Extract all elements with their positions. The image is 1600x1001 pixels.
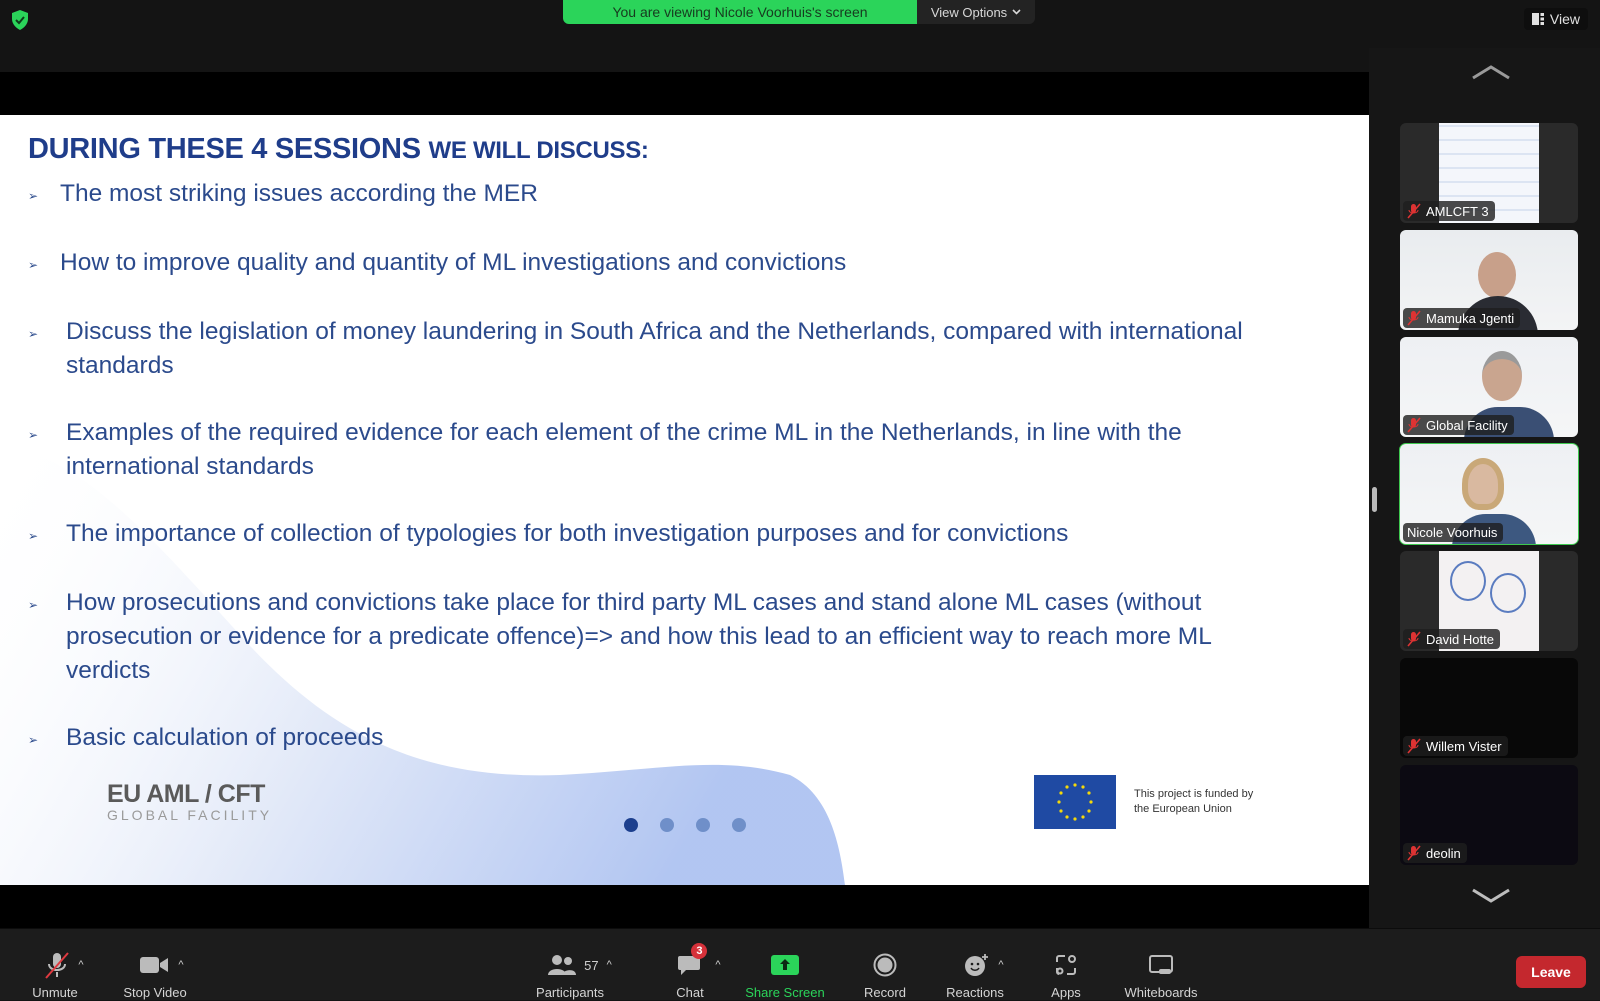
bullet-text: Basic calculation of proceeds <box>66 724 384 751</box>
arrow-bullet-icon: ➢ <box>28 327 39 341</box>
scroll-up-chevron-icon[interactable] <box>1471 64 1511 80</box>
participant-silhouette <box>1478 252 1516 298</box>
participant-name-tag <box>1403 736 1508 756</box>
participant-name-tag <box>1403 523 1503 542</box>
bullet-item <box>28 246 1338 282</box>
whiteboard-icon <box>1149 955 1173 975</box>
chat-unread-badge: 3 <box>691 943 707 959</box>
shield-check-icon[interactable] <box>10 9 30 31</box>
record-icon <box>873 953 897 977</box>
bullet-text: How prosecutions and convictions take place for third party ML cases and stand alone ML cases (without <box>66 589 1202 616</box>
screen-share-banner <box>563 0 1035 24</box>
viewing-banner-text: You are viewing Nicole Voorhuis's screen <box>563 0 917 24</box>
reactions-label: Reactions <box>946 985 1004 1000</box>
video-camera-icon <box>140 955 170 975</box>
whiteboards-label: Whiteboards <box>1124 985 1198 1000</box>
chat-button[interactable] <box>664 929 734 1001</box>
bullet-text: standards <box>66 352 174 379</box>
bullet-item <box>28 586 1338 688</box>
participant-name: deolin <box>1426 845 1461 861</box>
bullet-item <box>28 315 1338 383</box>
presentation-slide <box>0 115 1369 885</box>
bullet-text: prosecution or evidence for a predicate offence)=> and how this lead to an efficient way to reach more ML <box>66 623 1212 650</box>
bullet-item <box>28 416 1338 484</box>
sketch-face <box>1490 573 1526 613</box>
bullet-text: Examples of the required evidence for each element of the crime ML in the Netherlands, in line with the <box>66 419 1182 446</box>
participants-count: 57 <box>584 957 599 973</box>
leave-meeting-button[interactable]: Leave <box>1516 956 1586 988</box>
unmute-label: Unmute <box>32 985 78 1000</box>
participants-icon <box>548 954 576 976</box>
video-tile-active-speaker[interactable] <box>1400 444 1578 544</box>
video-options-caret[interactable]: ^ <box>178 959 184 971</box>
eu-aml-cft-logo <box>107 780 272 823</box>
slide-page-dots <box>624 818 746 832</box>
reactions-button[interactable] <box>944 929 1024 1001</box>
bullet-text: verdicts <box>66 657 151 684</box>
stop-video-button[interactable] <box>112 929 212 1001</box>
bullet-list <box>28 177 1338 757</box>
participant-name-tag <box>1403 629 1500 649</box>
mic-muted-icon <box>1407 845 1421 861</box>
arrow-bullet-icon: ➢ <box>28 529 39 543</box>
sketch-face <box>1450 561 1486 601</box>
apps-label: Apps <box>1051 985 1081 1000</box>
participant-name: AMLCFT 3 <box>1426 203 1489 219</box>
bullet-item <box>28 721 1338 757</box>
unmute-button[interactable] <box>24 929 104 1001</box>
participants-label: Participants <box>536 985 604 1000</box>
shared-screen-area <box>0 72 1369 928</box>
arrow-bullet-icon: ➢ <box>28 258 39 272</box>
bullet-item <box>28 517 1338 553</box>
funding-notice <box>1134 787 1253 817</box>
bullet-text: The importance of collection of typologies for both investigation purposes and for convictions <box>66 520 1069 547</box>
slide-title-main: DURING THESE 4 SESSIONS <box>28 133 421 165</box>
participant-name: Willem Vister <box>1426 738 1502 754</box>
mic-muted-icon <box>1407 310 1421 326</box>
record-label: Record <box>864 985 906 1000</box>
view-layout-button[interactable] <box>1524 8 1588 30</box>
video-tile[interactable] <box>1400 230 1578 330</box>
meeting-toolbar <box>0 928 1600 1000</box>
arrow-bullet-icon: ➢ <box>28 189 39 203</box>
participants-button[interactable] <box>530 929 630 1001</box>
bullet-text: Discuss the legislation of money laundering in South Africa and the Netherlands, compared with international <box>66 318 1243 345</box>
page-dot <box>696 818 710 832</box>
share-screen-label: Share Screen <box>745 985 825 1000</box>
grid-layout-icon <box>1532 13 1544 25</box>
slide-title-rest: WE WILL DISCUSS: <box>428 137 649 164</box>
stop-video-label: Stop Video <box>123 985 187 1000</box>
participant-silhouette <box>1462 458 1504 510</box>
participants-options-caret[interactable]: ^ <box>606 959 612 971</box>
apps-button[interactable] <box>1036 929 1096 1001</box>
participant-video-panel <box>1369 48 1600 928</box>
participant-name: David Hotte <box>1426 631 1494 647</box>
chat-label: Chat <box>676 985 704 1000</box>
unmute-options-caret[interactable]: ^ <box>78 959 84 971</box>
mic-muted-icon <box>1407 631 1421 647</box>
participant-name-tag <box>1403 201 1495 221</box>
record-button[interactable] <box>850 929 920 1001</box>
participant-silhouette <box>1482 351 1522 401</box>
funded-line-2: the European Union <box>1134 803 1232 815</box>
video-tile[interactable] <box>1400 123 1578 223</box>
logo-main-text: EU AML / CFT <box>107 780 265 808</box>
bullet-text: How to improve quality and quantity of ML investigations and convictions <box>60 249 847 276</box>
mic-muted-icon <box>1407 417 1421 433</box>
bullet-text: international standards <box>66 453 314 480</box>
share-screen-button[interactable] <box>745 929 825 1001</box>
panel-resize-handle[interactable] <box>1372 487 1377 512</box>
reactions-smiley-icon <box>964 953 990 977</box>
arrow-bullet-icon: ➢ <box>28 733 39 747</box>
apps-icon <box>1055 954 1077 976</box>
logo-sub-text: GLOBAL FACILITY <box>107 807 273 823</box>
mic-muted-icon <box>1407 738 1421 754</box>
scroll-down-chevron-icon[interactable] <box>1471 888 1511 904</box>
participant-name: Mamuka Jgenti <box>1426 310 1515 326</box>
view-options-label: View Options <box>930 4 1008 20</box>
share-screen-icon <box>771 955 799 975</box>
page-dot <box>732 818 746 832</box>
video-tile[interactable] <box>1400 765 1578 865</box>
arrow-bullet-icon: ➢ <box>28 598 39 612</box>
mic-muted-icon <box>44 951 70 979</box>
participant-name-tag <box>1403 415 1514 435</box>
video-tile[interactable] <box>1400 658 1578 758</box>
view-button-label: View <box>1549 11 1580 27</box>
page-dot <box>660 818 674 832</box>
bullet-item <box>28 177 1338 213</box>
top-bar <box>0 0 1600 72</box>
whiteboards-button[interactable] <box>1116 929 1206 1001</box>
arrow-bullet-icon: ➢ <box>28 428 39 442</box>
mic-muted-icon <box>1407 203 1421 219</box>
chat-options-caret[interactable]: ^ <box>715 959 721 971</box>
video-tile[interactable] <box>1400 551 1578 651</box>
bullet-text: The most striking issues according the MER <box>60 180 538 207</box>
eu-flag-icon <box>1034 775 1116 829</box>
page-dot-active <box>624 818 638 832</box>
funded-line-1: This project is funded by <box>1134 788 1254 800</box>
video-tile[interactable] <box>1400 337 1578 437</box>
slide-title <box>28 133 649 166</box>
participant-name: Global Facility <box>1426 417 1508 433</box>
participant-name: Nicole Voorhuis <box>1407 525 1498 540</box>
view-options-button[interactable] <box>917 0 1035 24</box>
chevron-down-icon <box>1012 9 1021 15</box>
participant-name-tag <box>1403 308 1520 328</box>
participant-name-tag <box>1403 843 1467 863</box>
reactions-options-caret[interactable]: ^ <box>998 959 1004 971</box>
